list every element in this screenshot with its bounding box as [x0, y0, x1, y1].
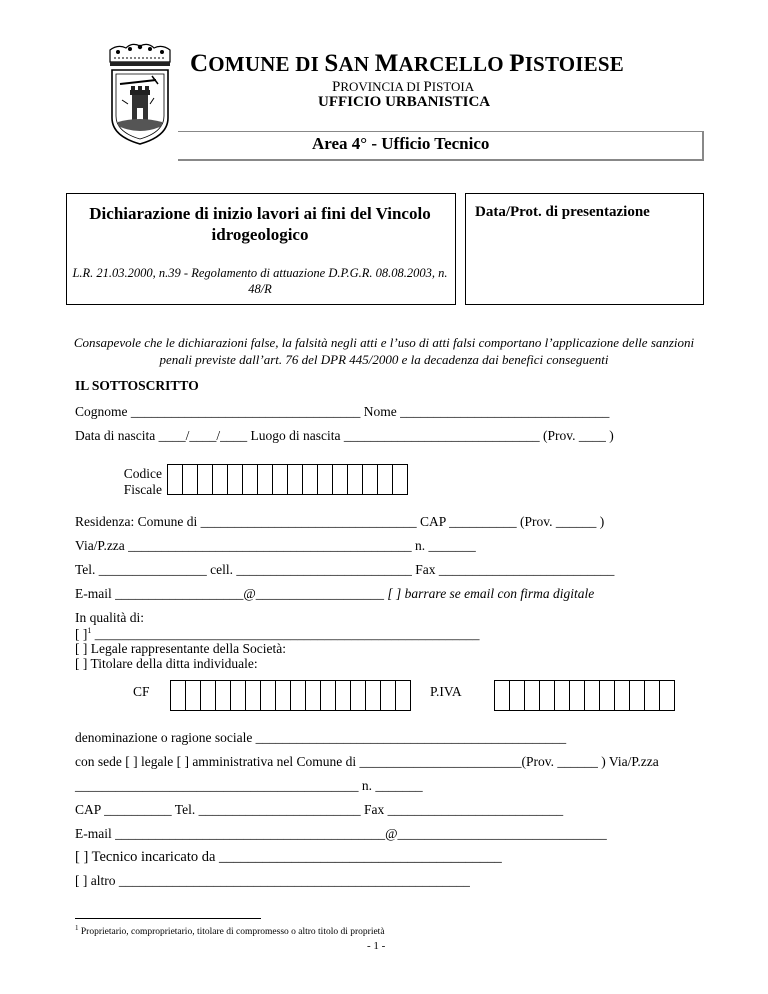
surname-name-field[interactable]: Cognome __________________________________ Nome _______________________________ — [75, 404, 610, 419]
company-cf-cells[interactable] — [170, 680, 411, 711]
digital-signature-note: [ ] barrare se email con firma digitale — [387, 586, 595, 601]
residence-field[interactable]: Residenza: Comune di ________________________________ CAP __________ (Prov. ______ ) — [75, 514, 605, 529]
office-name: UFFICIO URBANISTICA — [318, 94, 491, 110]
street-field[interactable]: Via/P.zza __________________________________________ n. _______ — [75, 538, 476, 553]
legal-warning: Consapevole che le dichiarazioni false, la falsità negli atti e l’uso di atti falsi comportano l’applicazione delle sanzioni penali previste dall’art. 76 del DPR 445/2000 e la decadenza dai benefici conseguenti — [73, 335, 695, 367]
date-protocol-label: Data/Prot. di presentazione — [475, 204, 650, 220]
section-title: IL SOTTOSCRITTO — [75, 378, 199, 393]
piva-cells[interactable] — [494, 680, 675, 711]
legal-rep-checkbox[interactable]: [ ] Legale rappresentante della Società: — [75, 641, 287, 656]
footnote-divider — [75, 918, 261, 919]
capacity-owner-checkbox[interactable]: [ ]$^1$ _________________________________________________________ — [75, 626, 480, 642]
codice-fiscale-cells[interactable] — [167, 464, 408, 495]
province-subtitle: PROVINCIA DI PISTOIA — [332, 79, 475, 95]
company-name-field[interactable]: denominazione o ragione sociale ______________________________________________ — [75, 730, 567, 745]
piva-label: P.IVA — [430, 684, 462, 699]
municipality-title: COMUNE DI SAN MARCELLO PISTOIESE — [190, 50, 624, 77]
capacity-label: In qualità di: — [75, 610, 144, 625]
cf-label: CF — [133, 684, 150, 699]
company-seat-field[interactable]: con sede [ ] legale [ ] amministrativa nel Comune di ________________________(Prov. ______ ) Via/P.zza — [75, 754, 659, 769]
company-street-field[interactable]: __________________________________________ n. _______ — [75, 778, 423, 793]
law-reference: L.R. 21.03.2000, n.39 - Regolamento di attuazione D.P.G.R. 08.08.2003, n. 48/R — [72, 266, 448, 296]
technician-checkbox[interactable]: [ ] Tecnico incaricato da _______________________________________ — [75, 849, 502, 865]
email-field[interactable]: E-mail ___________________@___________________ [ ] barrare se email con firma digitale — [75, 586, 595, 601]
other-checkbox[interactable]: [ ] altro ____________________________________________________ — [75, 873, 470, 888]
page-number: - 1 - — [367, 940, 386, 952]
company-contact-field[interactable]: CAP __________ Tel. ________________________ Fax __________________________ — [75, 802, 564, 817]
footnote: $^1$ Proprietario, comproprietario, titolare di compromesso o altro titolo di proprietà — [75, 924, 385, 938]
codice-fiscale-label: Codice Fiscale — [123, 466, 162, 497]
company-email-field[interactable]: E-mail ________________________________________@_______________________________ — [75, 826, 607, 841]
municipal-crest-logo — [104, 40, 176, 148]
area-title: Area 4° - Ufficio Tecnico — [312, 134, 490, 153]
sole-owner-checkbox[interactable]: [ ] Titolare della ditta individuale: — [75, 656, 258, 671]
form-title: Dichiarazione di inizio lavori ai fini del Vincolo idrogeologico — [89, 204, 431, 244]
phone-field[interactable]: Tel. ________________ cell. __________________________ Fax __________________________ — [75, 562, 615, 577]
birth-field[interactable]: Data di nascita ____/____/____ Luogo di nascita _____________________________ (Prov. ____ ) — [75, 428, 614, 443]
